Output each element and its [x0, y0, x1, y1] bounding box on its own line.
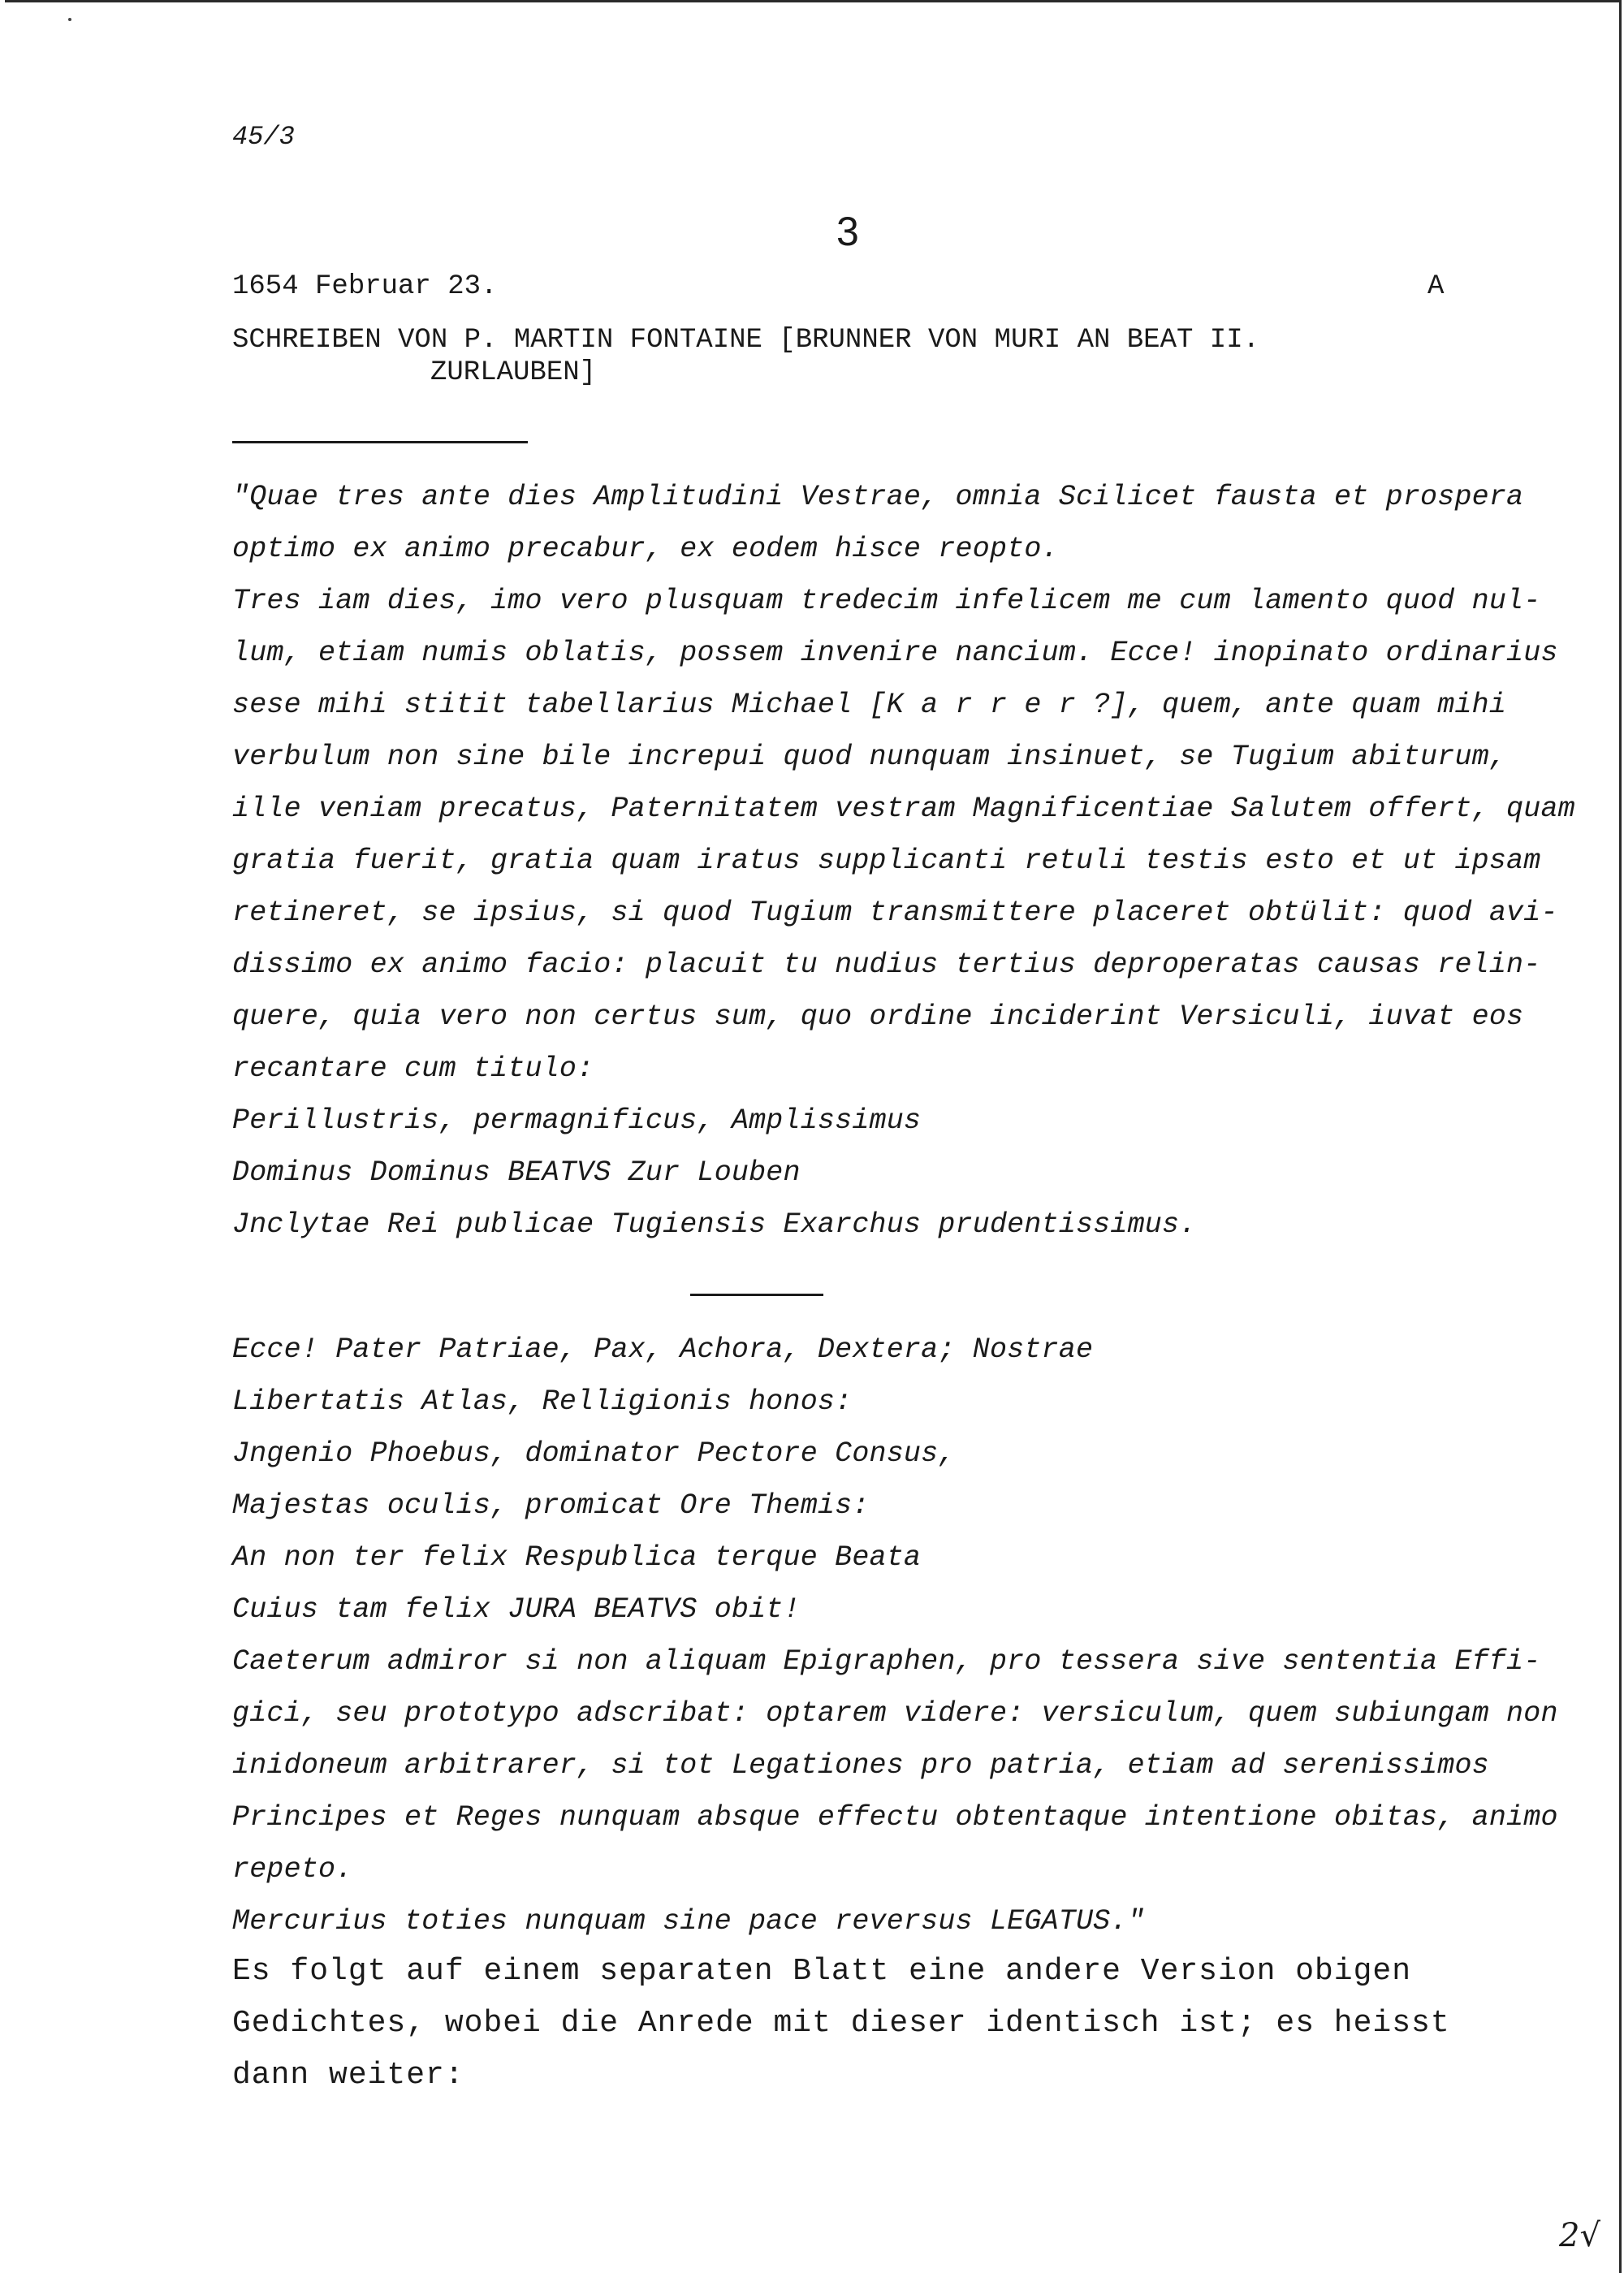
text-line: inidoneum arbitrarer, si tot Legationes pro patria, etiam ad serenissimos — [232, 1749, 1489, 1782]
text-line: Mercurius toties nunquam sine pace reversus LEGATUS." — [232, 1905, 1145, 1938]
text-line: Libertatis Atlas, Relligionis honos: — [232, 1385, 853, 1418]
text-line: repeto. — [232, 1853, 353, 1886]
document-date: 1654 Februar 23. — [232, 271, 498, 302]
note-line: Es folgt auf einem separaten Blatt eine andere Version obigen — [232, 1954, 1412, 1989]
section-divider — [690, 1294, 823, 1296]
document-heading-line-1: SCHREIBEN VON P. MARTIN FONTAINE [BRUNNER VON MURI AN BEAT II. — [232, 325, 1260, 356]
text-line: quere, quia vero non certus sum, quo ordine inciderint Versiculi, iuvat eos — [232, 1000, 1524, 1033]
text-line: sese mihi stitit tabellarius Michael [K a r r e r ?], quem, ante quam mihi — [232, 689, 1507, 721]
german-note — [232, 1946, 1450, 2102]
note-line: dann weiter: — [232, 2058, 464, 2093]
text-line: Dominus Dominus BEATVS Zur Louben — [232, 1156, 801, 1189]
text-line: Perillustris, permagnificus, Amplissimus — [232, 1104, 922, 1137]
text-line: "Quae tres ante dies Amplitudini Vestrae, omnia Scilicet fausta et prospera — [232, 481, 1524, 513]
scan-border-right — [1619, 0, 1622, 2273]
latin-poem-text — [232, 1324, 1558, 1947]
text-line: Jnclytae Rei publicae Tugiensis Exarchus prudentissimus. — [232, 1208, 1197, 1241]
note-line: Gedichtes, wobei die Anrede mit dieser identisch ist; es heisst — [232, 2006, 1450, 2041]
text-line: Tres iam dies, imo vero plusquam tredecim infelicem me cum lamento quod nul- — [232, 585, 1541, 617]
folio-number: 45/3 — [232, 122, 295, 152]
text-line: recantare cum titulo: — [232, 1052, 594, 1085]
text-line: gratia fuerit, gratia quam iratus supplicanti retuli testis esto et ut ipsam — [232, 845, 1541, 877]
text-line: Cuius tam felix JURA BEATVS obit! — [232, 1593, 801, 1626]
text-line: verbulum non sine bile increpui quod nunquam insinuet, se Tugium abiturum, — [232, 741, 1507, 773]
text-line: Principes et Reges nunquam absque effectu obtentaque intentione obitas, animo — [232, 1801, 1558, 1834]
latin-letter-text — [232, 471, 1575, 1251]
document-letter: A — [1427, 271, 1445, 302]
document-number: 3 — [836, 209, 859, 254]
text-line: dissimo ex animo facio: placuit tu nudius tertius deproperatas causas relin- — [232, 949, 1541, 981]
text-line: lum, etiam numis oblatis, possem invenire nancium. Ecce! inopinato ordinarius — [232, 637, 1558, 669]
text-line: An non ter felix Respublica terque Beata — [232, 1541, 922, 1574]
text-line: Ecce! Pater Patriae, Pax, Achora, Dextera; Nostrae — [232, 1333, 1094, 1366]
scan-speck — [68, 18, 71, 21]
scan-border-top — [5, 0, 1621, 2]
document-heading-line-2: ZURLAUBEN] — [430, 357, 597, 388]
handwritten-page-mark: 2√ — [1559, 2217, 1600, 2254]
text-line: optimo ex animo precabur, ex eodem hisce reopto. — [232, 533, 1059, 565]
text-line: gici, seu prototypo adscribat: optarem videre: versiculum, quem subiungam non — [232, 1697, 1558, 1730]
text-line: retineret, se ipsius, si quod Tugium transmittere placeret obtülit: quod avi- — [232, 897, 1558, 929]
heading-divider — [232, 441, 528, 443]
text-line: Jngenio Phoebus, dominator Pectore Consus, — [232, 1437, 956, 1470]
text-line: ille veniam precatus, Paternitatem vestram Magnificentiae Salutem offert, quam — [232, 793, 1575, 825]
text-line: Caeterum admiror si non aliquam Epigraphen, pro tessera sive sententia Effi- — [232, 1645, 1541, 1678]
text-line: Majestas oculis, promicat Ore Themis: — [232, 1489, 870, 1522]
